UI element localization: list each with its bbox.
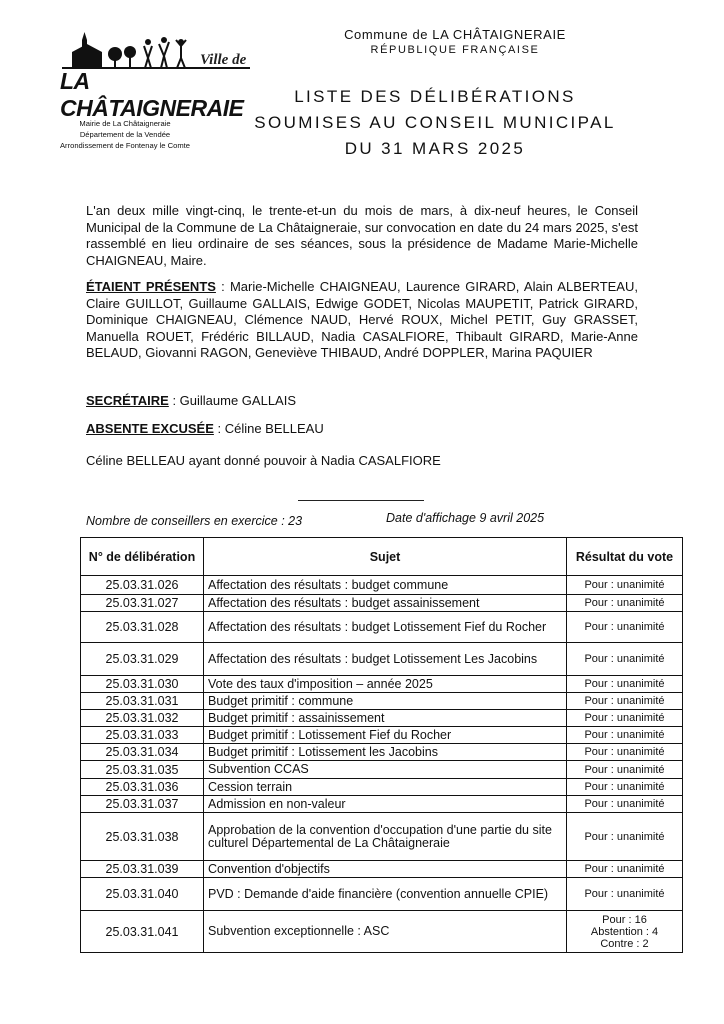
table-row — [81, 861, 683, 878]
table-row — [81, 595, 683, 612]
deliberation-subject: Affectation des résultats : budget Lotissement Les Jacobins — [204, 643, 567, 676]
deliberation-subject: Cession terrain — [204, 779, 567, 796]
deliberation-number: 25.03.31.029 — [81, 643, 204, 676]
deliberation-subject: Admission en non-valeur — [204, 796, 567, 813]
deliberation-subject: PVD : Demande d'aide financière (convention annuelle CPIE) — [204, 878, 567, 911]
mairie-line: Arrondissement de Fontenay le Comte — [59, 141, 190, 150]
absente-value: : Céline BELLEAU — [213, 421, 324, 436]
deliberations-table — [80, 537, 683, 953]
deliberation-number: 25.03.31.037 — [81, 796, 204, 813]
vote-result: Pour : unanimité — [567, 761, 683, 779]
vote-result: Pour : unanimité — [567, 813, 683, 861]
vote-result: Pour : unanimité — [567, 612, 683, 643]
deliberation-number: 25.03.31.040 — [81, 878, 204, 911]
deliberation-number: 25.03.31.032 — [81, 710, 204, 727]
divider — [298, 500, 424, 501]
deliberation-number: 25.03.31.034 — [81, 744, 204, 761]
table-row — [81, 744, 683, 761]
deliberation-number: 25.03.31.033 — [81, 727, 204, 744]
deliberation-subject: Approbation de la convention d'occupation d'une partie du site culturel Départemental de La Châtaigneraie — [204, 813, 567, 861]
column-header-sujet: Sujet — [204, 538, 567, 576]
vote-result: Pour : unanimité — [567, 595, 683, 612]
deliberation-number: 25.03.31.027 — [81, 595, 204, 612]
deliberation-number: 25.03.31.039 — [81, 861, 204, 878]
table-row — [81, 576, 683, 595]
vote-result: Pour : unanimité — [567, 576, 683, 595]
secretaire-value: : Guillaume GALLAIS — [168, 393, 296, 408]
secretaire-line — [86, 393, 638, 410]
deliberation-number: 25.03.31.026 — [81, 576, 204, 595]
secretaire-label: SECRÉTAIRE — [86, 393, 169, 408]
deliberation-subject: Affectation des résultats : budget commune — [204, 576, 567, 595]
document-title-line: SOUMISES AU CONSEIL MUNICIPAL — [254, 113, 616, 132]
deliberation-number: 25.03.31.036 — [81, 779, 204, 796]
vote-result: Pour : unanimité — [567, 796, 683, 813]
table-row — [81, 796, 683, 813]
deliberation-subject: Budget primitif : commune — [204, 693, 567, 710]
republique-heading: RÉPUBLIQUE FRANÇAISE — [370, 44, 540, 56]
table-row — [81, 710, 683, 727]
table-row — [81, 911, 683, 953]
presents-label: ÉTAIENT PRÉSENTS — [86, 279, 216, 294]
deliberation-number: 25.03.31.038 — [81, 813, 204, 861]
deliberation-number: 25.03.31.035 — [81, 761, 204, 779]
vote-result: Pour : unanimité — [567, 878, 683, 911]
presents-list: : Marie-Michelle CHAIGNEAU, Laurence GIRARD, Alain ALBERTEAU, Claire GUILLOT, Guillaume GALLAIS, Edwige GODET, Nicolas MAUPETIT, Patrick GIRARD, Dominique CHAIGNEAU, Clémence NAUD, Hervé ROUX, Michel PETIT, Guy GRASSET, Manuella ROUET, Frédéric BILLAUD, Nadia CASALFIORE, Thibault GIRARD, Marie-Anne BELAUD, Giovanni RAGON, Geneviève THIBAUD, André DOPPLER, Marina PAQUIER — [86, 279, 638, 360]
logo-ville-text: Ville de — [200, 52, 247, 68]
deliberation-subject: Budget primitif : Lotissement Fief du Rocher — [204, 727, 567, 744]
document-title-line: LISTE DES DÉLIBÉRATIONS — [294, 87, 576, 106]
absente-line — [86, 421, 638, 438]
vote-result: Pour : unanimité — [567, 861, 683, 878]
conseillers-count: Nombre de conseillers en exercice : 23 — [86, 514, 303, 528]
column-header-numero: N° de délibération — [81, 538, 204, 576]
table-header-row — [81, 538, 683, 576]
date-affichage: Date d'affichage 9 avril 2025 — [386, 511, 545, 525]
commune-heading: Commune de LA CHÂTAIGNERAIE — [344, 27, 566, 42]
vote-result: Pour : unanimité — [567, 643, 683, 676]
pouvoir-line: Céline BELLEAU ayant donné pouvoir à Nadia CASALFIORE — [86, 453, 441, 468]
deliberation-number: 25.03.31.028 — [81, 612, 204, 643]
vote-result: Pour : unanimité — [567, 676, 683, 693]
table-row — [81, 779, 683, 796]
logo-name-text: LA CHÂTAIGNERAIE — [60, 68, 244, 121]
vote-result: Pour : unanimité — [567, 744, 683, 761]
document-title-line: DU 31 MARS 2025 — [344, 139, 526, 158]
table-row — [81, 643, 683, 676]
deliberation-number: 25.03.31.030 — [81, 676, 204, 693]
table-row — [81, 813, 683, 861]
column-header-resultat: Résultat du vote — [567, 538, 683, 576]
table-row — [81, 878, 683, 911]
deliberation-subject: Budget primitif : Lotissement les Jacobins — [204, 744, 567, 761]
deliberation-subject: Affectation des résultats : budget Lotissement Fief du Rocher — [204, 612, 567, 643]
intro-paragraph: L'an deux mille vingt-cinq, le trente-et-un du mois de mars, à dix-neuf heures, le Conseil Municipal de la Commune de La Châtaigneraie, sur convocation en date du 24 mars 2025, s'est rassemblé en lieu ordinaire de ses séances, sous la présidence de Madame Marie-Michelle CHAIGNEAU, Maire. — [86, 203, 638, 268]
table-row — [81, 676, 683, 693]
deliberation-subject: Vote des taux d'imposition – année 2025 — [204, 676, 567, 693]
table-row — [81, 612, 683, 643]
presents-paragraph — [86, 279, 638, 362]
vote-result: Pour : unanimité — [567, 727, 683, 744]
vote-result: Pour : unanimité — [567, 693, 683, 710]
deliberation-subject: Convention d'objectifs — [204, 861, 567, 878]
absente-label: ABSENTE EXCUSÉE — [86, 421, 214, 436]
vote-result: Pour : unanimité — [567, 779, 683, 796]
deliberation-subject: Affectation des résultats : budget assainissement — [204, 595, 567, 612]
vote-result: Pour : unanimité — [567, 710, 683, 727]
mairie-address — [40, 118, 210, 151]
table-row — [81, 693, 683, 710]
mairie-line: Mairie de La Châtaigneraie — [79, 119, 171, 128]
deliberation-subject: Budget primitif : assainissement — [204, 710, 567, 727]
vote-result: Pour : 16 Abstention : 4 Contre : 2 — [567, 911, 683, 953]
mairie-line: Département de la Vendée — [79, 130, 171, 139]
deliberation-number: 25.03.31.031 — [81, 693, 204, 710]
deliberation-subject: Subvention exceptionnelle : ASC — [204, 911, 567, 953]
deliberation-subject: Subvention CCAS — [204, 761, 567, 779]
table-row — [81, 727, 683, 744]
deliberation-number: 25.03.31.041 — [81, 911, 204, 953]
table-row — [81, 761, 683, 779]
